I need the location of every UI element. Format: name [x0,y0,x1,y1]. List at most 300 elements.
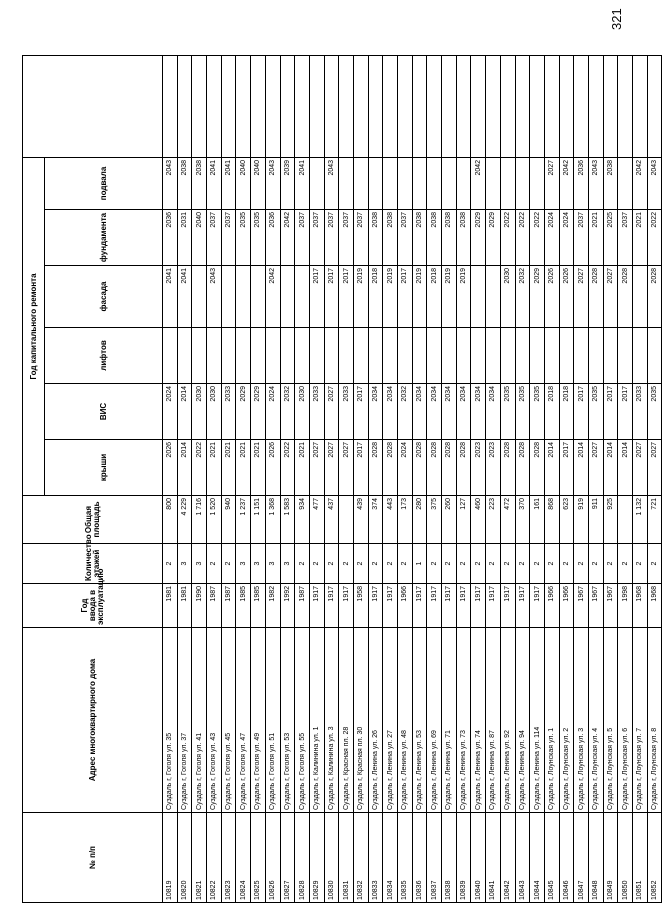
cell-year: 1966 [398,584,413,628]
cell-roof: 2021 [251,440,266,496]
table-row [515,55,530,902]
cell-facade: 2017 [339,266,354,328]
cell-address: Суздаль г, Гоголя ул. 55 [295,628,310,813]
cell-area: 1 583 [280,496,295,544]
cell-area: 280 [412,496,427,544]
cell-year: 1998 [618,584,633,628]
cell-vis: 2017 [618,384,633,440]
cell-facade: 2019 [456,266,471,328]
cell-vis: 2033 [309,384,324,440]
cell-area: 1 368 [265,496,280,544]
cell-spacer [265,55,280,157]
cell-basement: 2043 [265,157,280,209]
cell-roof: 2021 [295,440,310,496]
cell-num: 10837 [427,813,442,903]
table-row [618,55,633,902]
cell-spacer [427,55,442,157]
cell-vis: 2017 [603,384,618,440]
cell-spacer [544,55,559,157]
cell-facade: 2017 [398,266,413,328]
cell-foundation: 2037 [295,210,310,266]
cell-facade: 2017 [324,266,339,328]
cell-area: 437 [324,496,339,544]
cell-num: 10824 [236,813,251,903]
cell-year: 1990 [192,584,207,628]
cell-elevators [280,328,295,384]
cell-floors: 2 [368,544,383,584]
cell-elevators [398,328,413,384]
cell-area: 223 [486,496,501,544]
cell-basement: 2043 [647,157,662,209]
cell-basement [486,157,501,209]
cell-area: 477 [309,496,324,544]
cell-area: 1 151 [251,496,266,544]
cell-vis: 2035 [588,384,603,440]
cell-spacer [192,55,207,157]
table-row [251,55,266,902]
cell-facade: 2019 [353,266,368,328]
cell-basement [368,157,383,209]
table-row [265,55,280,902]
cell-facade: 2017 [309,266,324,328]
cell-floors: 2 [398,544,413,584]
cell-foundation: 2038 [368,210,383,266]
table-row [500,55,515,902]
cell-address: Суздаль г, Ленина ул. 114 [530,628,545,813]
header-floors: Количество этажей [23,544,163,584]
cell-floors: 2 [515,544,530,584]
cell-year: 1968 [633,584,648,628]
cell-basement [383,157,398,209]
cell-num: 10821 [192,813,207,903]
cell-year: 1958 [353,584,368,628]
cell-spacer [559,55,574,157]
cell-address: Суздаль г, Гоголя ул. 41 [192,628,207,813]
table-row [398,55,413,902]
cell-year: 1917 [324,584,339,628]
cell-vis: 2034 [383,384,398,440]
cell-vis: 2035 [515,384,530,440]
cell-roof: 2017 [559,440,574,496]
cell-floors: 2 [530,544,545,584]
cell-floors: 2 [618,544,633,584]
table-row [603,55,618,902]
cell-address: Суздаль г, Ленина ул. 71 [442,628,457,813]
header-roof: крыши [45,440,163,496]
cell-facade: 2028 [647,266,662,328]
cell-facade: 2019 [383,266,398,328]
cell-basement: 2038 [177,157,192,209]
header-num: № п/п [23,813,163,903]
cell-spacer [280,55,295,157]
cell-area: 260 [442,496,457,544]
cell-foundation: 2038 [412,210,427,266]
cell-area: 173 [398,496,413,544]
cell-vis: 2029 [251,384,266,440]
cell-foundation: 2024 [544,210,559,266]
cell-spacer [236,55,251,157]
cell-facade [251,266,266,328]
cell-spacer [412,55,427,157]
cell-roof: 2022 [192,440,207,496]
cell-foundation: 2037 [309,210,324,266]
cell-year: 1967 [603,584,618,628]
cell-area: 934 [295,496,310,544]
cell-vis: 2033 [339,384,354,440]
cell-floors: 2 [163,544,178,584]
cell-floors: 2 [383,544,398,584]
cell-area: 460 [471,496,486,544]
cell-elevators [309,328,324,384]
cell-foundation: 2040 [192,210,207,266]
cell-basement: 2039 [280,157,295,209]
cell-basement: 2041 [295,157,310,209]
cell-facade: 2026 [544,266,559,328]
cell-basement: 2027 [544,157,559,209]
cell-foundation: 2025 [603,210,618,266]
cell-address: Суздаль г, Гоголя ул. 53 [280,628,295,813]
cell-year: 1917 [486,584,501,628]
cell-floors: 2 [486,544,501,584]
cell-vis: 2033 [221,384,236,440]
cell-elevators [633,328,648,384]
cell-address: Суздаль г, Ленина ул. 87 [486,628,501,813]
cell-basement [398,157,413,209]
cell-num: 10845 [544,813,559,903]
cell-roof: 2027 [339,440,354,496]
table-row [633,55,648,902]
cell-spacer [207,55,222,157]
cell-facade: 2019 [412,266,427,328]
cell-area: 127 [456,496,471,544]
cell-roof: 2026 [265,440,280,496]
cell-year: 1917 [427,584,442,628]
cell-roof: 2028 [368,440,383,496]
cell-area [618,496,633,544]
cell-basement: 2041 [207,157,222,209]
cell-roof: 2017 [353,440,368,496]
table-row [588,55,603,902]
cell-foundation: 2037 [618,210,633,266]
cell-address: Суздаль г, Лоунская ул. 5 [603,628,618,813]
cell-spacer [295,55,310,157]
cell-spacer [500,55,515,157]
cell-basement: 2040 [251,157,266,209]
cell-elevators [500,328,515,384]
cell-spacer [383,55,398,157]
cell-elevators [221,328,236,384]
cell-basement [442,157,457,209]
cell-address: Суздаль г, Гоголя ул. 35 [163,628,178,813]
cell-num: 10842 [500,813,515,903]
cell-facade: 2027 [574,266,589,328]
cell-foundation: 2036 [163,210,178,266]
cell-num: 10852 [647,813,662,903]
cell-vis: 2027 [324,384,339,440]
cell-roof: 2028 [530,440,545,496]
cell-roof: 2021 [236,440,251,496]
cell-area: 919 [574,496,589,544]
cell-year: 1917 [530,584,545,628]
header-vis: ВИС [45,384,163,440]
table-row [353,55,368,902]
cell-elevators [339,328,354,384]
cell-roof: 2022 [280,440,295,496]
cell-facade: 2032 [515,266,530,328]
cell-basement [530,157,545,209]
table-row [207,55,222,902]
cell-floors: 2 [456,544,471,584]
cell-spacer [324,55,339,157]
cell-floors: 2 [309,544,324,584]
cell-spacer [251,55,266,157]
cell-area: 1 520 [207,496,222,544]
cell-address: Суздаль г, Лоунская ул. 6 [618,628,633,813]
cell-roof: 2027 [309,440,324,496]
cell-spacer [309,55,324,157]
cell-num: 10822 [207,813,222,903]
cell-address: Суздаль г, Гоголя ул. 45 [221,628,236,813]
cell-roof: 2028 [500,440,515,496]
cell-elevators [559,328,574,384]
cell-year: 1967 [574,584,589,628]
cell-vis: 2034 [427,384,442,440]
table-row [177,55,192,902]
cell-floors: 2 [427,544,442,584]
cell-floors: 3 [280,544,295,584]
cell-facade: 2018 [368,266,383,328]
cell-basement [500,157,515,209]
cell-floors: 2 [588,544,603,584]
cell-elevators [353,328,368,384]
cell-vis: 2030 [295,384,310,440]
cell-elevators [442,328,457,384]
table-row [383,55,398,902]
cell-facade [295,266,310,328]
cell-area: 911 [588,496,603,544]
table-row [280,55,295,902]
cell-spacer [515,55,530,157]
cell-year: 1985 [251,584,266,628]
cell-area: 161 [530,496,545,544]
cell-year: 1966 [544,584,559,628]
cell-foundation: 2022 [500,210,515,266]
cell-foundation: 2024 [559,210,574,266]
cell-year: 1981 [163,584,178,628]
cell-elevators [427,328,442,384]
cell-roof: 2027 [324,440,339,496]
cell-area: 940 [221,496,236,544]
cell-year: 1981 [177,584,192,628]
cell-foundation: 2035 [236,210,251,266]
cell-year: 1917 [368,584,383,628]
cell-address: Суздаль г, Калинина ул. 3 [324,628,339,813]
repair-schedule-table [22,55,662,903]
cell-roof: 2028 [442,440,457,496]
cell-roof: 2021 [221,440,236,496]
cell-area: 439 [353,496,368,544]
cell-floors: 2 [324,544,339,584]
cell-spacer [163,55,178,157]
cell-floors: 2 [603,544,618,584]
cell-address: Суздаль г, Ленина ул. 48 [398,628,413,813]
cell-spacer [633,55,648,157]
cell-floors: 2 [647,544,662,584]
cell-roof: 2028 [515,440,530,496]
cell-vis: 2024 [265,384,280,440]
cell-foundation: 2036 [265,210,280,266]
cell-spacer [177,55,192,157]
cell-elevators [383,328,398,384]
cell-floors: 2 [221,544,236,584]
cell-elevators [163,328,178,384]
cell-year: 1917 [339,584,354,628]
cell-elevators [324,328,339,384]
cell-floors: 3 [192,544,207,584]
cell-num: 10834 [383,813,398,903]
cell-num: 10844 [530,813,545,903]
cell-address: Суздаль г, Ленина ул. 73 [456,628,471,813]
cell-basement [618,157,633,209]
cell-area: 1 237 [236,496,251,544]
cell-year: 1987 [207,584,222,628]
cell-year: 1987 [295,584,310,628]
cell-area: 4 229 [177,496,192,544]
cell-address: Суздаль г, Лоунская ул. 8 [647,628,662,813]
table-row [559,55,574,902]
cell-vis: 2034 [442,384,457,440]
cell-year: 1917 [309,584,324,628]
header-elevators: лифтов [45,328,163,384]
cell-year: 1917 [456,584,471,628]
cell-year: 1917 [471,584,486,628]
cell-year: 1917 [442,584,457,628]
cell-year: 1985 [236,584,251,628]
cell-elevators [588,328,603,384]
cell-elevators [236,328,251,384]
cell-address: Суздаль г, Ленина ул. 27 [383,628,398,813]
cell-num: 10841 [486,813,501,903]
cell-facade [633,266,648,328]
header-foundation: фундамента [45,210,163,266]
cell-vis: 2014 [177,384,192,440]
cell-num: 10838 [442,813,457,903]
cell-year: 1917 [412,584,427,628]
cell-roof: 2028 [412,440,427,496]
cell-roof: 2014 [574,440,589,496]
cell-num: 10839 [456,813,471,903]
cell-address: Суздаль г, Ленина ул. 74 [471,628,486,813]
cell-basement [427,157,442,209]
cell-year: 1967 [588,584,603,628]
cell-address: Суздаль г, Гоголя ул. 49 [251,628,266,813]
cell-elevators [456,328,471,384]
cell-facade [280,266,295,328]
cell-roof: 2027 [588,440,603,496]
cell-roof: 2023 [471,440,486,496]
cell-basement [309,157,324,209]
cell-address: Суздаль г, Лоунская ул. 3 [574,628,589,813]
cell-basement [339,157,354,209]
cell-facade: 2041 [163,266,178,328]
cell-elevators [192,328,207,384]
cell-address: Суздаль г, Гоголя ул. 37 [177,628,192,813]
cell-spacer [368,55,383,157]
cell-facade [236,266,251,328]
cell-foundation: 2042 [280,210,295,266]
cell-roof: 2027 [633,440,648,496]
cell-basement: 2041 [221,157,236,209]
cell-floors: 1 [412,544,427,584]
cell-area: 868 [544,496,559,544]
cell-elevators [574,328,589,384]
cell-floors: 2 [207,544,222,584]
cell-year: 1982 [265,584,280,628]
cell-basement: 2038 [192,157,207,209]
cell-address: Суздаль г, Красная пл. 28 [339,628,354,813]
table-row [192,55,207,902]
cell-spacer [442,55,457,157]
cell-vis: 2032 [280,384,295,440]
cell-facade [471,266,486,328]
table-row [221,55,236,902]
cell-address: Суздаль г, Лоунская ул. 4 [588,628,603,813]
table-row [339,55,354,902]
cell-vis: 2034 [486,384,501,440]
cell-vis: 2035 [530,384,545,440]
table-row [574,55,589,902]
cell-spacer [353,55,368,157]
cell-elevators [207,328,222,384]
cell-spacer [530,55,545,157]
cell-floors: 2 [633,544,648,584]
cell-facade: 2018 [427,266,442,328]
cell-floors: 2 [442,544,457,584]
cell-foundation: 2022 [515,210,530,266]
table-row [295,55,310,902]
cell-year: 1917 [515,584,530,628]
cell-foundation: 2037 [324,210,339,266]
table-row [647,55,662,902]
cell-basement: 2042 [559,157,574,209]
cell-foundation: 2022 [530,210,545,266]
cell-area: 1 716 [192,496,207,544]
cell-num: 10851 [633,813,648,903]
cell-floors: 2 [353,544,368,584]
cell-area: 1 132 [633,496,648,544]
cell-roof: 2024 [398,440,413,496]
cell-facade: 2026 [559,266,574,328]
cell-foundation: 2021 [588,210,603,266]
cell-foundation: 2038 [383,210,398,266]
table-row [368,55,383,902]
cell-floors: 3 [236,544,251,584]
cell-roof: 2023 [486,440,501,496]
cell-year: 1966 [559,584,574,628]
cell-elevators [515,328,530,384]
cell-spacer [456,55,471,157]
cell-spacer [574,55,589,157]
repair-schedule-document [22,56,659,903]
cell-floors: 3 [265,544,280,584]
cell-area: 370 [515,496,530,544]
table-row [236,55,251,902]
cell-vis: 2035 [500,384,515,440]
cell-vis: 2034 [456,384,471,440]
cell-basement: 2043 [588,157,603,209]
cell-facade: 2019 [442,266,457,328]
cell-address: Суздаль г, Ленина ул. 94 [515,628,530,813]
